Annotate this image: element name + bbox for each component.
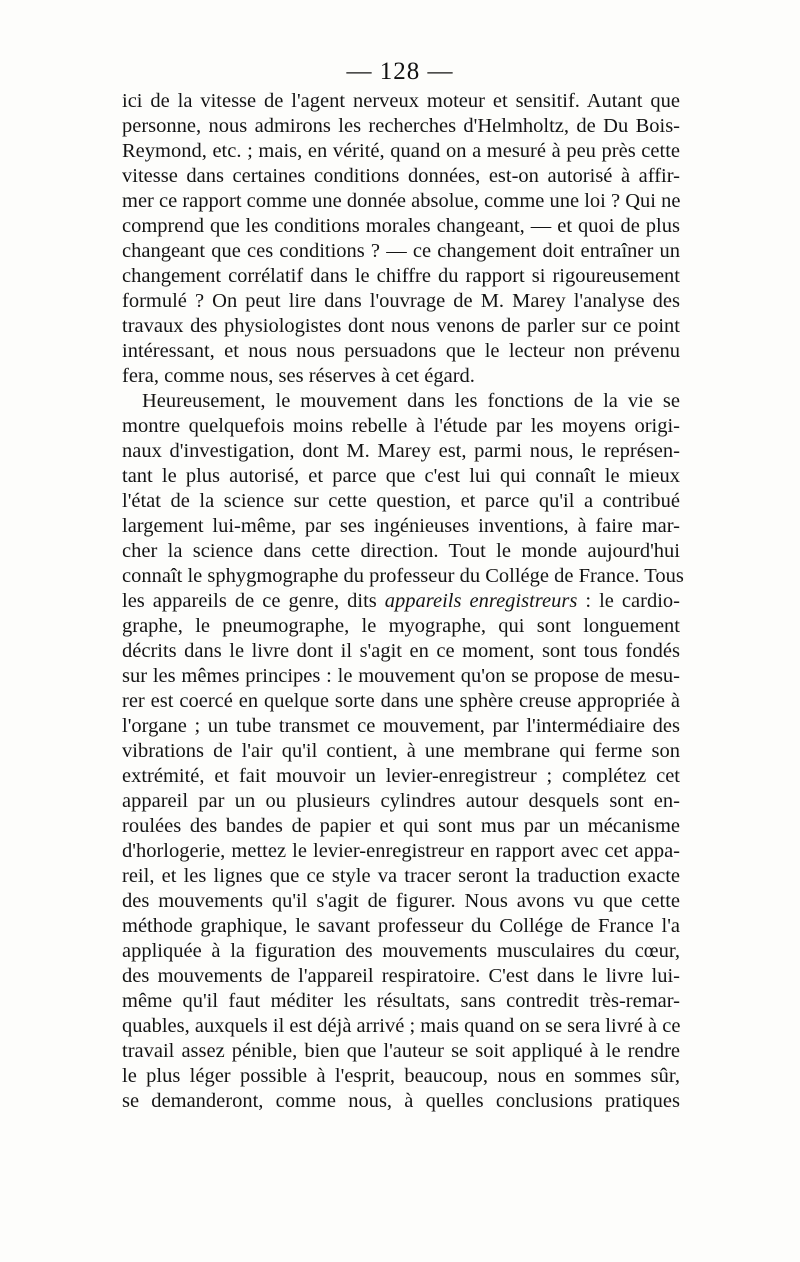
- text-line: cher la science dans cette direction. Tout le monde aujourd'hui: [122, 540, 680, 562]
- page-number: — 128 —: [346, 58, 454, 85]
- text-line: se demanderont, comme nous, à quelles conclusions pratiques: [122, 1090, 680, 1112]
- text-line: méthode graphique, le savant professeur du Collége de France l'a: [122, 915, 680, 937]
- text-line: d'horlogerie, mettez le levier-enregistreur en rapport avec cet appa-: [122, 840, 680, 862]
- text-line: travail assez pénible, bien que l'auteur se soit appliqué à le rendre: [122, 1040, 680, 1062]
- text-line: personne, nous admirons les recherches d'Helmholtz, de Du Bois-: [122, 115, 680, 137]
- text-line: même qu'il faut méditer les résultats, sans contredit très-remar-: [122, 990, 680, 1012]
- text-line: sur les mêmes principes : le mouvement qu'on se propose de mesu-: [122, 665, 680, 687]
- paragraph: [122, 89, 680, 389]
- text-line: mer ce rapport comme une donnée absolue, comme une loi ? Qui ne: [122, 190, 681, 212]
- text-line: fera, comme nous, ses réserves à cet égard.: [122, 365, 475, 387]
- text-line: ici de la vitesse de l'agent nerveux moteur et sensitif. Autant que: [122, 90, 680, 112]
- text-line: tant le plus autorisé, et parce que c'est lui qui connaît le mieux: [122, 465, 680, 487]
- text-line: l'organe ; un tube transmet ce mouvement, par l'intermédiaire des: [122, 715, 680, 737]
- text-line: l'état de la science sur cette question, et parce qu'il a contribué: [122, 490, 680, 512]
- text-line: largement lui-même, par ses ingénieuses inventions, à faire mar-: [122, 515, 680, 537]
- text-line: changeant que ces conditions ? — ce changement doit entraîner un: [122, 240, 680, 262]
- text-line: intéressant, et nous nous persuadons que le lecteur non prévenu: [122, 340, 680, 362]
- text-line: extrémité, et fait mouvoir un levier-enregistreur ; complétez cet: [122, 765, 680, 787]
- text-line: appliquée à la figuration des mouvements musculaires du cœur,: [122, 940, 680, 962]
- text-line: des mouvements qu'il s'agit de figurer. Nous avons vu que cette: [122, 890, 680, 912]
- paragraph: [122, 389, 684, 1114]
- text-line: vibrations de l'air qu'il contient, à une membrane qui ferme son: [122, 740, 680, 762]
- body-text: [122, 89, 684, 1114]
- text-line: comprend que les conditions morales changeant, — et quoi de plus: [122, 215, 680, 237]
- text-line: graphe, le pneumographe, le myographe, qui sont longuement: [122, 615, 680, 637]
- text-line: les appareils de ce genre, dits appareils enregistreurs : le cardio-: [122, 590, 680, 612]
- text-line: formulé ? On peut lire dans l'ouvrage de M. Marey l'analyse des: [122, 290, 680, 312]
- text-line: roulées des bandes de papier et qui sont mus par un mécanisme: [122, 815, 680, 837]
- text-line: appareil par un ou plusieurs cylindres autour desquels sont en-: [122, 790, 680, 812]
- text-line: Reymond, etc. ; mais, en vérité, quand on a mesuré à peu près cette: [122, 140, 680, 162]
- text-line: décrits dans le livre dont il s'agit en ce moment, sont tous fondés: [122, 640, 680, 662]
- text-line: rer est coercé en quelque sorte dans une sphère creuse appropriée à: [122, 690, 680, 712]
- italic-term: appareils enregistreurs: [384, 590, 578, 612]
- text-line: Heureusement, le mouvement dans les fonctions de la vie se: [142, 390, 680, 412]
- text-line: changement corrélatif dans le chiffre du rapport si rigoureusement: [122, 265, 680, 287]
- text-line: des mouvements de l'appareil respiratoire. C'est dans le livre lui-: [122, 965, 680, 987]
- text-line: quables, auxquels il est déjà arrivé ; mais quand on se sera livré à ce: [122, 1015, 681, 1037]
- text-line: reil, et les lignes que ce style va tracer seront la traduction exacte: [122, 865, 680, 887]
- text-line: naux d'investigation, dont M. Marey est, parmi nous, le représen-: [122, 440, 680, 462]
- text-line: montre quelquefois moins rebelle à l'étude par les moyens origi-: [122, 415, 680, 437]
- text-line: vitesse dans certaines conditions données, est-on autorisé à affir-: [122, 165, 680, 187]
- text-line: le plus léger possible à l'esprit, beaucoup, nous en sommes sûr,: [122, 1065, 680, 1087]
- text-line: connaît le sphygmographe du professeur du Collége de France. Tous: [122, 565, 684, 587]
- text-line: travaux des physiologistes dont nous venons de parler sur ce point: [122, 315, 680, 337]
